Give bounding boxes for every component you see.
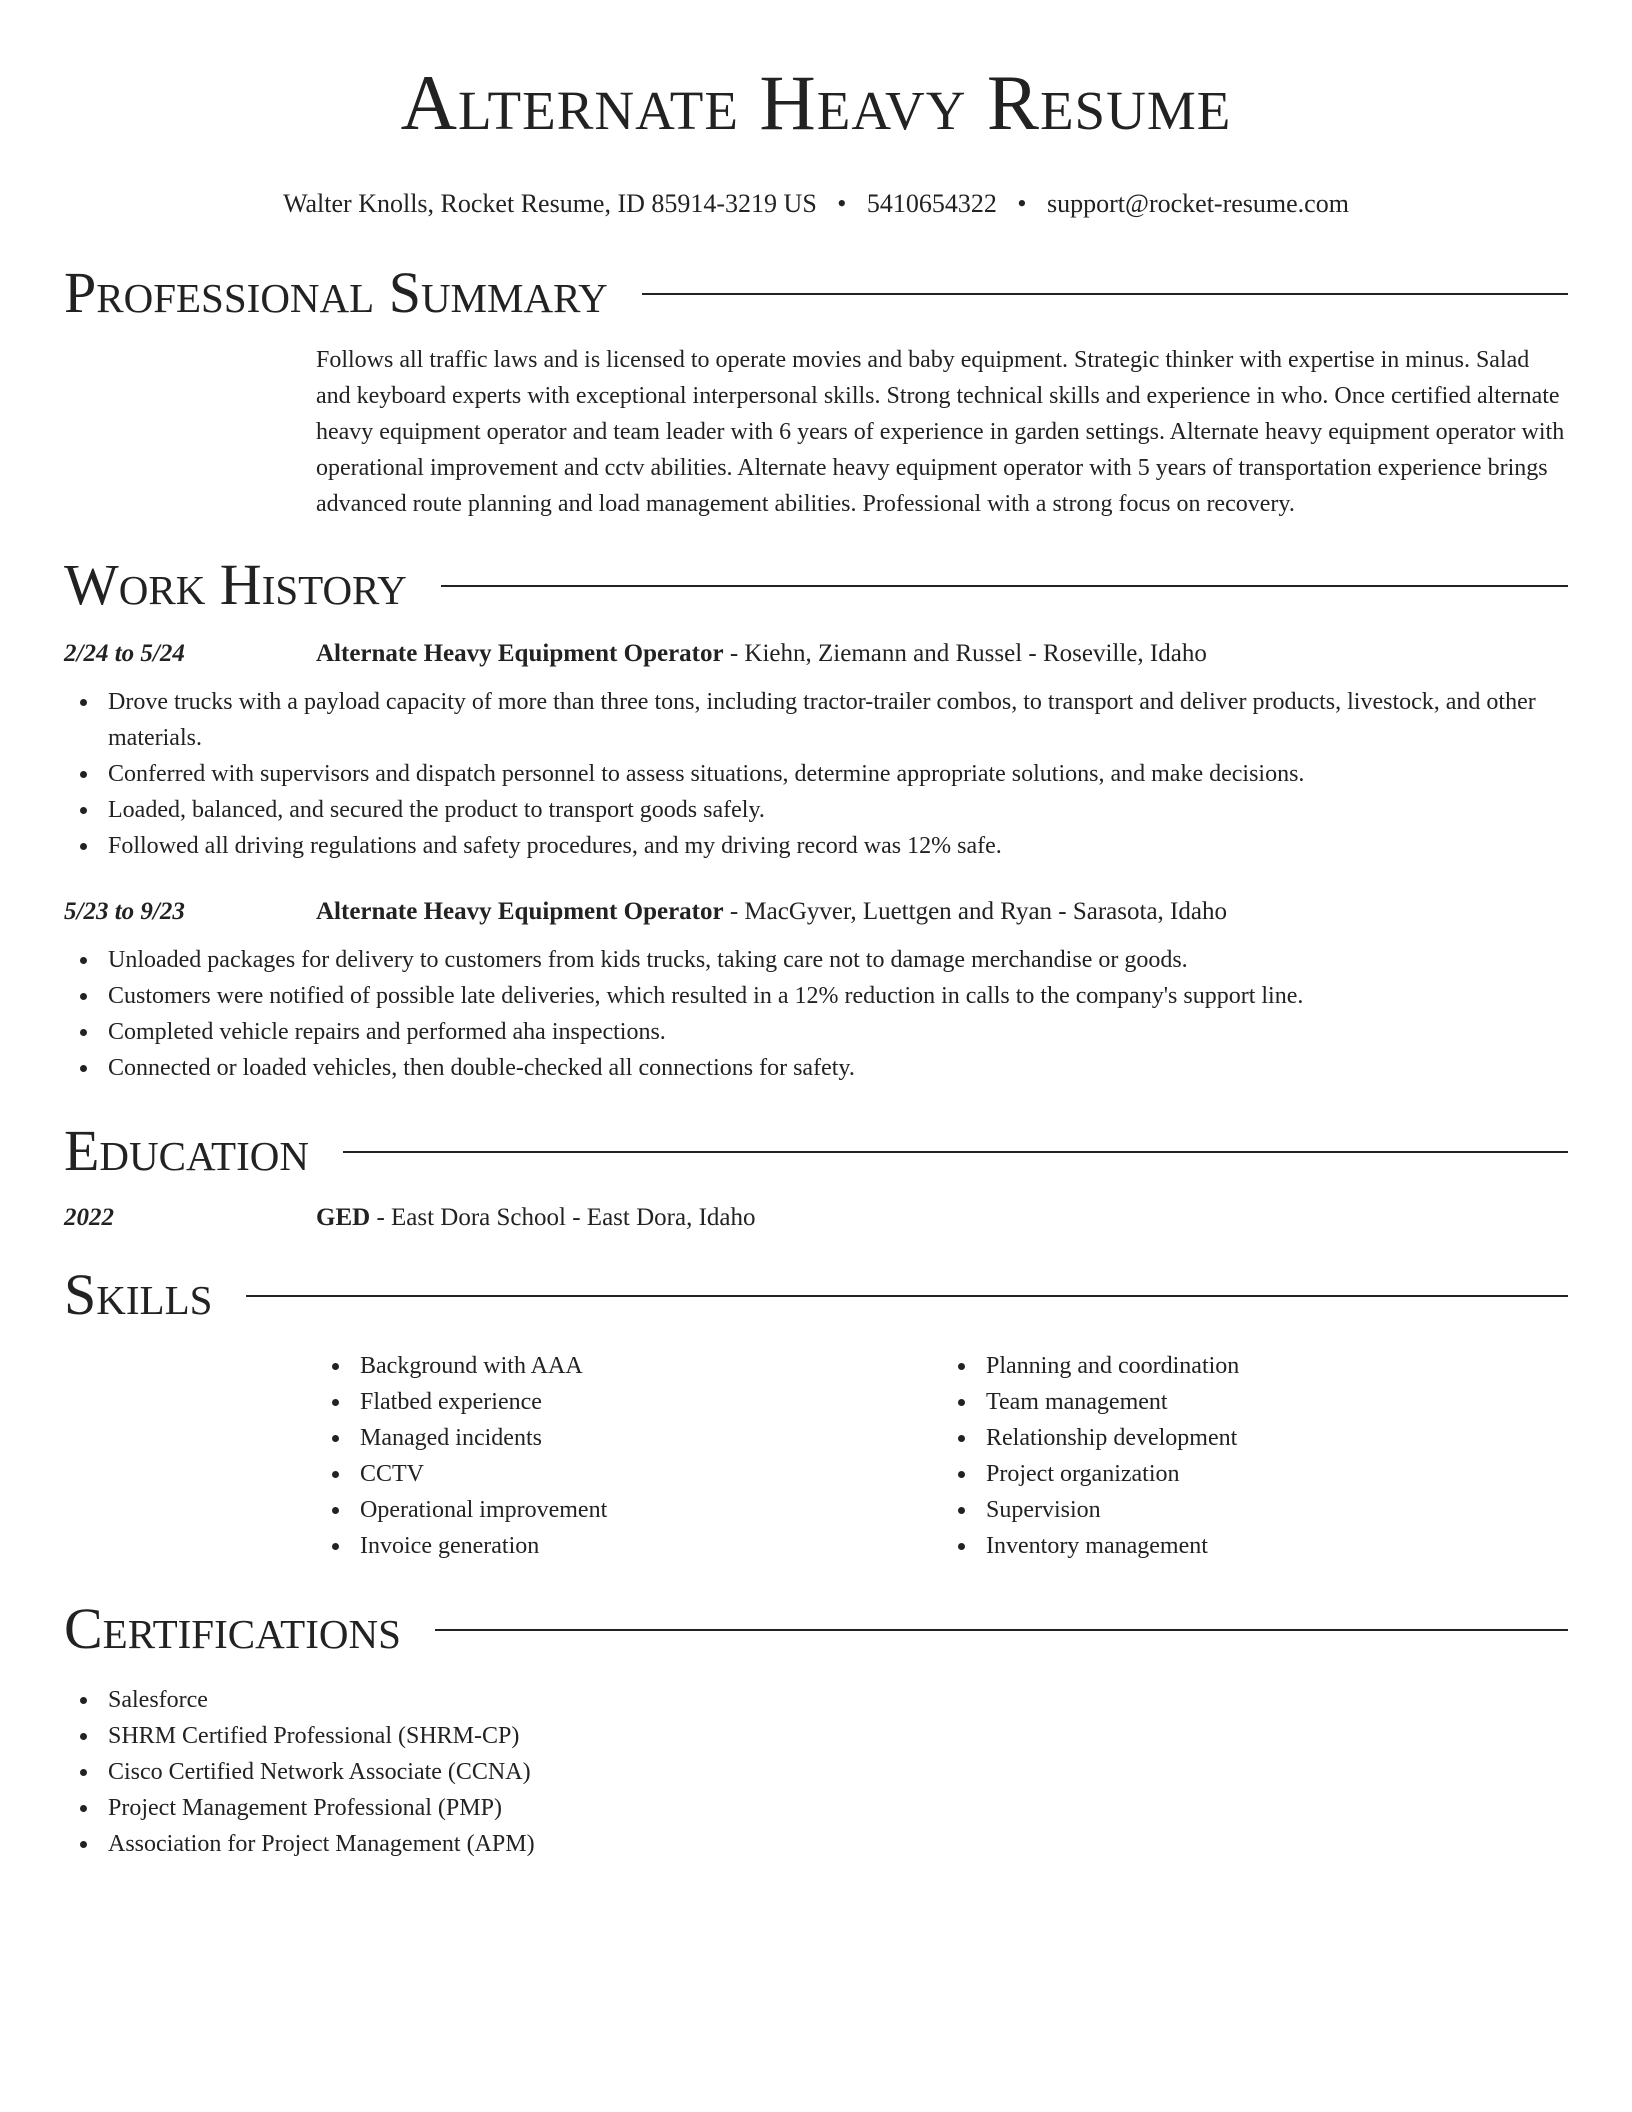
skills-list <box>316 1348 1568 1564</box>
certification-item: Cisco Certified Network Associate (CCNA) <box>108 1754 1568 1790</box>
skill-item: Team management <box>986 1384 1568 1420</box>
contact-address: Walter Knolls, Rocket Resume, ID 85914-3219 US <box>283 189 817 218</box>
job-title: Alternate Heavy Equipment Operator <box>316 898 724 925</box>
contact-email: support@rocket-resume.com <box>1047 189 1349 218</box>
job-entry <box>64 898 1568 1086</box>
job-employer: - MacGyver, Luettgen and Ryan - Sarasota, Idaho <box>723 898 1227 925</box>
job-title-line <box>316 640 1207 668</box>
job-title: Alternate Heavy Equipment Operator <box>316 640 724 667</box>
job-bullet: Drove trucks with a payload capacity of more than three tons, including tractor-trailer combos, to transport and deliver products, livestock, and other materials. <box>108 684 1568 756</box>
education-school: - East Dora School - East Dora, Idaho <box>370 1204 756 1231</box>
section-divider <box>435 1629 1568 1631</box>
skill-item: Managed incidents <box>360 1420 942 1456</box>
job-bullet: Customers were notified of possible late deliveries, which resulted in a 12% reduction in calls to the company's support line. <box>108 978 1568 1014</box>
skill-item: Relationship development <box>986 1420 1568 1456</box>
resume-title: Alternate Heavy Resume <box>400 59 1232 146</box>
job-bullets <box>64 942 1568 1086</box>
skill-item: Background with AAA <box>360 1348 942 1384</box>
job-header <box>64 640 1568 668</box>
job-bullet: Loaded, balanced, and secured the product to transport goods safely. <box>108 792 1568 828</box>
skill-item: Inventory management <box>986 1528 1568 1564</box>
skill-item: CCTV <box>360 1456 942 1492</box>
section-divider <box>246 1295 1568 1297</box>
skills-column <box>942 1348 1568 1564</box>
job-bullet: Followed all driving regulations and safety procedures, and my driving record was 12% safe. <box>108 828 1568 864</box>
skill-item: Planning and coordination <box>986 1348 1568 1384</box>
education-year: 2022 <box>64 1204 114 1231</box>
skill-item: Project organization <box>986 1456 1568 1492</box>
section-header-work-history <box>64 550 1568 620</box>
section-header-education <box>64 1116 1568 1186</box>
job-entry <box>64 640 1568 864</box>
job-bullet: Connected or loaded vehicles, then double-checked all connections for safety. <box>108 1050 1568 1086</box>
certification-item: Project Management Professional (PMP) <box>108 1790 1568 1826</box>
section-title-work-history: Work History <box>64 552 407 617</box>
section-title-summary: Professional Summary <box>64 260 608 325</box>
job-employer: - Kiehn, Ziemann and Russel - Roseville, Idaho <box>723 640 1207 667</box>
contact-phone: 5410654322 <box>866 189 997 218</box>
contact-separator: • <box>1017 189 1027 218</box>
skill-item: Flatbed experience <box>360 1384 942 1420</box>
section-header-skills <box>64 1260 1568 1330</box>
certifications-list <box>64 1682 1568 1862</box>
job-bullets <box>64 684 1568 864</box>
section-divider <box>343 1151 1568 1153</box>
skill-item: Operational improvement <box>360 1492 942 1528</box>
job-bullet: Conferred with supervisors and dispatch personnel to assess situations, determine appropriate solutions, and make decisions. <box>108 756 1568 792</box>
section-header-summary <box>64 258 1568 328</box>
certification-item: Association for Project Management (APM) <box>108 1826 1568 1862</box>
job-header <box>64 898 1568 926</box>
education-degree: GED <box>316 1204 371 1231</box>
certification-item: SHRM Certified Professional (SHRM-CP) <box>108 1718 1568 1754</box>
contact-separator: • <box>837 189 847 218</box>
job-bullet: Completed vehicle repairs and performed aha inspections. <box>108 1014 1568 1050</box>
job-bullet: Unloaded packages for delivery to customers from kids trucks, taking care not to damage merchandise or goods. <box>108 942 1568 978</box>
skills-column <box>316 1348 942 1564</box>
summary-text: Follows all traffic laws and is licensed to operate movies and baby equipment. Strategic thinker with expertise in minus. Salad and keyboard experts with exceptional interpersonal skills. Strong technical skills and experience in who. Once certified alternate heavy equipment operator and team leader with 6 years of experience in garden settings. Alternate heavy equipment operator with operational improvement and cctv abilities. Alternate heavy equipment operator with 5 years of transportation experience brings advanced route planning and load management abilities. Professional with a strong focus on recovery. <box>316 347 1565 517</box>
section-header-certifications <box>64 1594 1568 1664</box>
skill-item: Supervision <box>986 1492 1568 1528</box>
job-dates: 5/23 to 9/23 <box>64 898 185 925</box>
education-line <box>316 1204 756 1232</box>
certification-item: Salesforce <box>108 1682 1568 1718</box>
section-title-education: Education <box>64 1118 309 1183</box>
education-entry <box>64 1204 1568 1232</box>
section-divider <box>642 293 1568 295</box>
job-title-line <box>316 898 1227 926</box>
summary-block <box>316 342 1568 522</box>
job-dates: 2/24 to 5/24 <box>64 640 185 667</box>
contact-line <box>64 188 1568 220</box>
section-title-skills: Skills <box>64 1262 213 1327</box>
section-divider <box>441 585 1568 587</box>
section-title-certifications: Certifications <box>64 1596 401 1661</box>
skill-item: Invoice generation <box>360 1528 942 1564</box>
